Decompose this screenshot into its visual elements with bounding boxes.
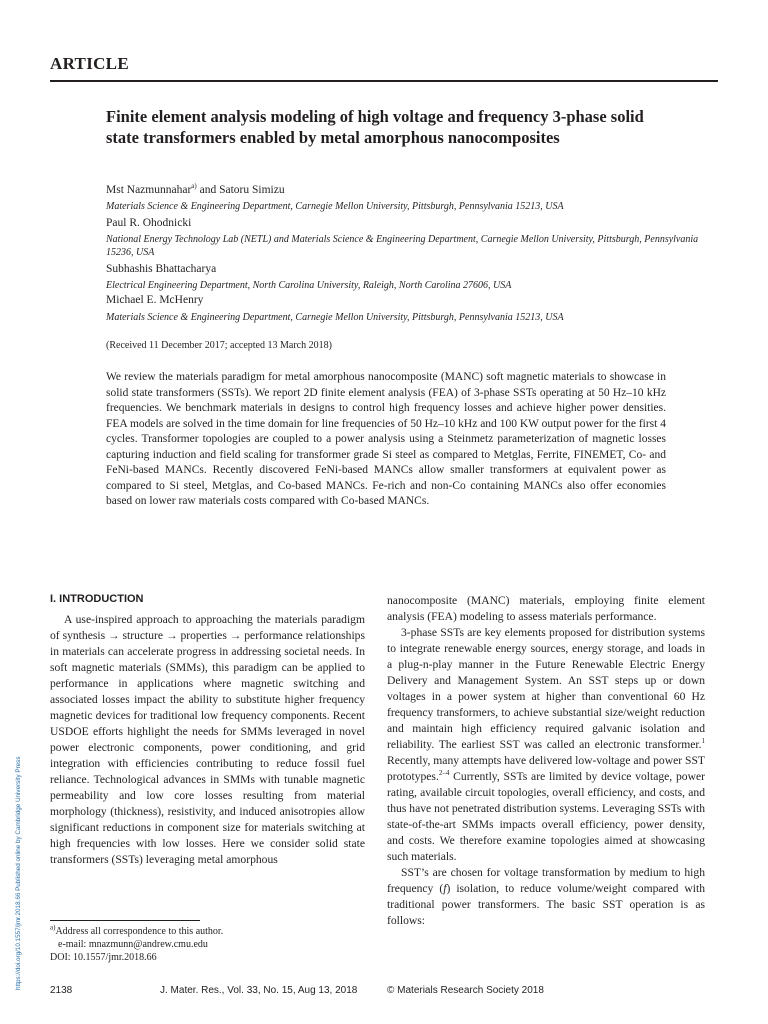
author-line-1 <box>106 184 285 196</box>
copyright: © Materials Research Society 2018 <box>387 985 544 996</box>
affiliation-2: National Energy Technology Lab (NETL) and Materials Science & Engineering Department, Carnegie Mellon University, Pittsburgh, Pennsylvania 15236, USA <box>106 234 699 258</box>
footnote-rule <box>50 920 200 921</box>
paragraph-text: Recently, many attempts have delivered low-voltage and power SST prototypes. <box>387 754 705 783</box>
author-name: Mst Nazmunnahar <box>106 184 192 196</box>
article-title: Finite element analysis modeling of high voltage and frequency 3-phase solid state transformers enabled by metal amorphous nanocomposites <box>106 107 644 147</box>
doi-sidebar-link[interactable]: https://doi.org/10.1557/jmr.2018.66 Published online by Cambridge University Press <box>15 756 22 990</box>
paragraph <box>387 865 705 929</box>
footnote-text: Address all correspondence to this author. <box>55 926 224 937</box>
paragraph-text: SST’s are chosen for voltage transformation by medium to high frequency ( <box>387 866 705 895</box>
author-name: Subhashis Bhattacharya <box>106 263 217 275</box>
paragraph-text: ) isolation, to reduce volume/weight compared with traditional power transformers. The basic SST operation is as follows: <box>387 882 705 927</box>
body-column-left <box>50 612 365 868</box>
author-name: Paul R. Ohodnicki <box>106 217 192 229</box>
paragraph: nanocomposite (MANC) materials, employing finite element analysis (FEA) modeling to assess materials performance. <box>387 594 705 623</box>
journal-citation: J. Mater. Res., Vol. 33, No. 15, Aug 13, 2018 <box>160 985 358 996</box>
section-label: ARTICLE <box>50 54 129 73</box>
author-name: and Satoru Simizu <box>196 184 285 196</box>
citation-link[interactable]: 2–4 <box>438 769 450 778</box>
footnote <box>50 925 223 964</box>
received-dates: (Received 11 December 2017; accepted 13 March 2018) <box>106 340 332 351</box>
italic-symbol: f <box>443 882 447 895</box>
header-rule <box>50 80 718 82</box>
footnote-doi: DOI: 10.1557/jmr.2018.66 <box>50 952 157 963</box>
author-line-3 <box>106 263 216 275</box>
affiliation-3: Electrical Engineering Department, North Carolina University, Raleigh, North Carolina 27606, USA <box>106 280 512 291</box>
author-line-4 <box>106 294 203 306</box>
paragraph: A use-inspired approach to approaching the materials paradigm of synthesis → structure → properties → performance relationships in materials can accelerate progress in addressing societal needs. In soft magnetic materials (SMMs), this paradigm can be applied to performance in applications where magnetic switching and associated losses impact the ability to substitute higher frequency magnetic devices for traditional low frequency components. Recent USDOE efforts highlight the needs for SMMs leveraged in novel power electronic components, power conditioning, and grid integration with efficiencies contributing to reduce fossil fuel reliance. Technological advances in SMMs with tunable magnetic permeability and low core losses resulting from material morphology (thickness), resistivity, and induced anisotropies allow significant reductions in component size for materials switching at high frequencies with low losses. Here we consider solid state transformers (SSTs) leveraging metal amorphous <box>50 613 365 866</box>
page-number: 2138 <box>50 985 73 996</box>
paragraph-text: 3-phase SSTs are key elements proposed for distribution systems to integrate renewable energy sources, energy storage, and loads in a plug-n-play manner in the Future Renewable Electric Energy Delivery and Management System. An SST steps up or down voltages in a power system at higher than conventional 60 Hz frequency transformers, to achieve substantial size/weight reduction and maintain high efficiency required galvanic isolation and reliability. The earliest SST was called an electronic transformer. <box>387 626 705 751</box>
author-footnote-mark[interactable]: a) <box>191 182 197 191</box>
affiliation-4: Materials Science & Engineering Department, Carnegie Mellon University, Pittsburgh, Pennsylvania 15213, USA <box>106 312 564 323</box>
paragraph <box>387 625 705 865</box>
affiliation-1: Materials Science & Engineering Department, Carnegie Mellon University, Pittsburgh, Pennsylvania 15213, USA <box>106 201 564 212</box>
paragraph-text: Currently, SSTs are limited by device voltage, power rating, available circuit topologies, overall efficiency, and costs, and thus have not penetrated distribution systems. Leveraging SSTs with state-of-the-art SMMs impacts overall efficiency, power density, and costs. We therefore examine topologies aimed at showcasing such materials. <box>387 770 705 863</box>
footnote-line <box>50 925 223 938</box>
footnote-mark: a) <box>50 923 56 932</box>
footnote-email[interactable]: e-mail: mnazmunn@andrew.cmu.edu <box>58 939 208 950</box>
citation-link[interactable]: 1 <box>701 737 705 746</box>
author-line-2 <box>106 217 191 229</box>
section-heading-introduction: I. INTRODUCTION <box>50 593 144 605</box>
body-column-right <box>387 593 705 929</box>
abstract: We review the materials paradigm for metal amorphous nanocomposite (MANC) soft magnetic materials to showcase in solid state transformers (SSTs). We report 2D finite element analysis (FEA) of 3-phase SSTs operating at 50 Hz–10 kHz frequencies. We benchmark materials in designs to control high frequency losses and achieve higher power densities. FEA models are solved in the time domain for line frequencies of 50 Hz–10 kHz and 100 KW output power for the first 4 cycles. Transformer topologies are coupled to a power analysis using a Steinmetz parameterization of magnetic losses capturing induction and field scaling for transformer grade Si steel as compared to Metglas, Ferrite, FINEMET, Co- and FeNi-based MANCs. Recently discovered FeNi-based MANCs allow smaller transformers at equivalent power as compared to Si steel, Metglas, and Co-based MANCs. Fe-rich and non-Co containing MANCs also offer economies based on lower raw materials costs compared with Co-based MANCs. <box>106 371 666 507</box>
author-name: Michael E. McHenry <box>106 294 204 306</box>
